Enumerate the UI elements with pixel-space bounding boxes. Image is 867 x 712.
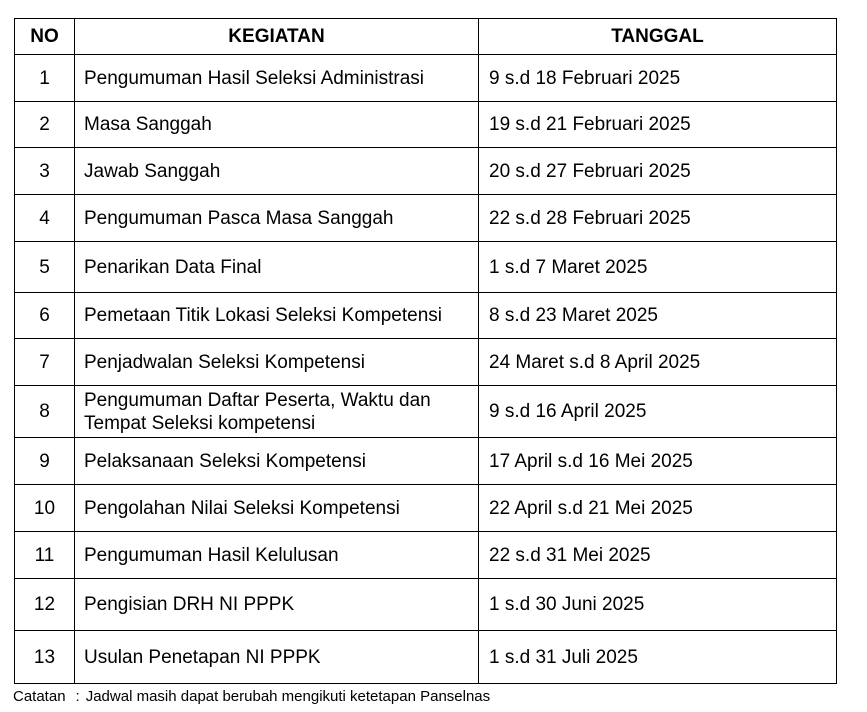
row-kegiatan: Penarikan Data Final <box>75 242 479 293</box>
row-no: 1 <box>15 55 75 102</box>
header-kegiatan: KEGIATAN <box>75 19 479 55</box>
row-tanggal: 1 s.d 30 Juni 2025 <box>479 579 837 631</box>
row-no: 12 <box>15 579 75 631</box>
row-no: 7 <box>15 339 75 386</box>
table-row <box>15 102 837 148</box>
schedule-table <box>14 18 837 684</box>
table-row <box>15 148 837 195</box>
row-kegiatan: Usulan Penetapan NI PPPK <box>75 631 479 684</box>
table-row <box>15 293 837 339</box>
header-tanggal: TANGGAL <box>479 19 837 55</box>
row-no: 10 <box>15 485 75 532</box>
row-no: 4 <box>15 195 75 242</box>
table-row <box>15 438 837 485</box>
footnote <box>13 688 490 705</box>
row-tanggal: 9 s.d 16 April 2025 <box>479 386 837 438</box>
table-row <box>15 579 837 631</box>
row-kegiatan: Masa Sanggah <box>75 102 479 148</box>
row-tanggal: 9 s.d 18 Februari 2025 <box>479 55 837 102</box>
row-tanggal: 1 s.d 7 Maret 2025 <box>479 242 837 293</box>
row-tanggal: 22 April s.d 21 Mei 2025 <box>479 485 837 532</box>
row-no: 3 <box>15 148 75 195</box>
row-tanggal: 19 s.d 21 Februari 2025 <box>479 102 837 148</box>
row-tanggal: 22 s.d 28 Februari 2025 <box>479 195 837 242</box>
table-row <box>15 631 837 684</box>
row-no: 5 <box>15 242 75 293</box>
row-tanggal: 24 Maret s.d 8 April 2025 <box>479 339 837 386</box>
row-no: 9 <box>15 438 75 485</box>
row-no: 2 <box>15 102 75 148</box>
row-kegiatan: Jawab Sanggah <box>75 148 479 195</box>
table-row <box>15 55 837 102</box>
row-kegiatan: Pelaksanaan Seleksi Kompetensi <box>75 438 479 485</box>
table-row <box>15 339 837 386</box>
table-row <box>15 532 837 579</box>
row-tanggal: 8 s.d 23 Maret 2025 <box>479 293 837 339</box>
row-kegiatan: Pengumuman Hasil Seleksi Administrasi <box>75 55 479 102</box>
row-kegiatan: Pengisian DRH NI PPPK <box>75 579 479 631</box>
footnote-label: Catatan <box>13 688 66 705</box>
row-kegiatan: Pengumuman Daftar Peserta, Waktu dan Tempat Seleksi kompetensi <box>75 386 479 438</box>
row-tanggal: 20 s.d 27 Februari 2025 <box>479 148 837 195</box>
row-kegiatan: Pemetaan Titik Lokasi Seleksi Kompetensi <box>75 293 479 339</box>
row-kegiatan: Pengolahan Nilai Seleksi Kompetensi <box>75 485 479 532</box>
table-row <box>15 242 837 293</box>
footnote-text: Jadwal masih dapat berubah mengikuti ketetapan Panselnas <box>85 688 491 705</box>
row-tanggal: 22 s.d 31 Mei 2025 <box>479 532 837 579</box>
table-row <box>15 485 837 532</box>
row-tanggal: 1 s.d 31 Juli 2025 <box>479 631 837 684</box>
table-row <box>15 386 837 438</box>
row-no: 8 <box>15 386 75 438</box>
row-no: 13 <box>15 631 75 684</box>
table-row <box>15 195 837 242</box>
header-no: NO <box>15 19 75 55</box>
row-kegiatan: Penjadwalan Seleksi Kompetensi <box>75 339 479 386</box>
row-kegiatan: Pengumuman Pasca Masa Sanggah <box>75 195 479 242</box>
footnote-separator: : <box>75 688 80 705</box>
row-tanggal: 17 April s.d 16 Mei 2025 <box>479 438 837 485</box>
row-no: 11 <box>15 532 75 579</box>
row-no: 6 <box>15 293 75 339</box>
table-header-row <box>15 19 837 55</box>
row-kegiatan: Pengumuman Hasil Kelulusan <box>75 532 479 579</box>
